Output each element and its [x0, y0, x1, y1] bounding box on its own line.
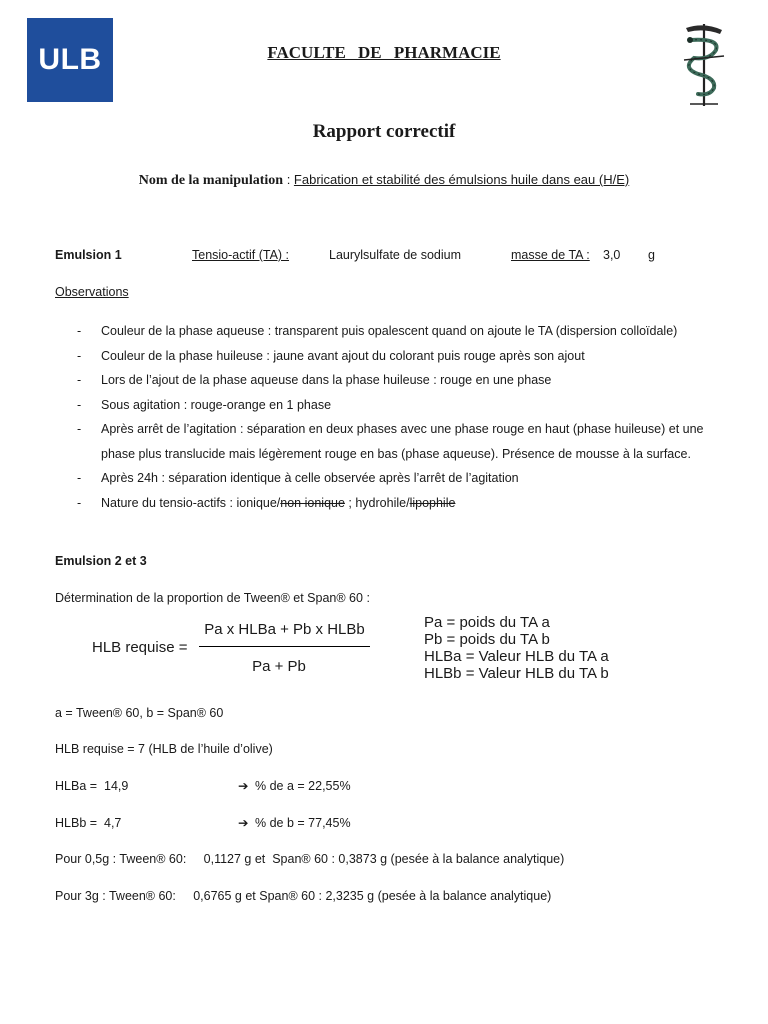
definition-pb: Pb = poids du TA b	[424, 631, 550, 648]
pour-3g-line: Pour 3g : Tween® 60: 0,6765 g et Span® 60 : 2,3235 g (pesée à la balance analytique)	[55, 889, 552, 903]
struck-lipophile: lipophile	[409, 495, 456, 510]
manipulation-separator: :	[283, 172, 294, 187]
mass-value: 3,0	[603, 248, 621, 262]
list-item: - Sous agitation : rouge-orange en 1 phase	[77, 393, 717, 418]
list-item-nature	[77, 491, 717, 516]
hlba-label: HLBa = 14,9	[55, 779, 129, 793]
hlba-result: % de a = 22,55%	[255, 779, 351, 793]
arrow-right-icon: ➔	[238, 778, 249, 793]
fraction-bar	[199, 646, 370, 647]
manipulation-value: Fabrication et stabilité des émulsions huile dans eau (H/E)	[293, 172, 630, 187]
formula-numerator: Pa x HLBa + Pb x HLBb	[204, 621, 365, 638]
observations-label: Observations	[55, 285, 129, 299]
caduceus-icon	[676, 20, 732, 110]
nature-prefix: Nature du tensio-actifs : ionique/	[101, 495, 281, 510]
ta-label: Tensio-actif (TA) :	[192, 248, 290, 262]
pour-05g-line: Pour 0,5g : Tween® 60: 0,1127 g et Span® 60 : 0,3873 g (pesée à la balance analytique)	[55, 852, 565, 866]
manipulation-label: Nom de la manipulation	[138, 173, 284, 188]
emulsion1-heading: Emulsion 1	[55, 248, 122, 262]
definition-hlbb: HLBb = Valeur HLB du TA b	[424, 665, 609, 682]
manipulation-line	[0, 172, 768, 189]
list-item: - Lors de l’ajout de la phase aqueuse dans la phase huileuse : rouge en une phase	[77, 368, 717, 393]
report-title: Rapport correctif	[312, 121, 456, 142]
list-item: - Couleur de la phase huileuse : jaune avant ajout du colorant puis rouge après son ajout	[77, 344, 717, 369]
definition-pa: Pa = poids du TA a	[424, 614, 550, 631]
hlbb-result: % de b = 77,45%	[255, 816, 351, 830]
nature-middle: ; hydrohile/	[344, 495, 410, 510]
struck-non-ionique: non ionique	[280, 495, 345, 510]
faculty-title: FACULTE DE PHARMACIE	[267, 43, 501, 62]
emulsion23-heading: Emulsion 2 et 3	[55, 554, 147, 568]
arrow-right-icon: ➔	[238, 815, 249, 830]
proportion-intro: Détermination de la proportion de Tween® et Span® 60 :	[55, 591, 370, 605]
definition-hlba: HLBa = Valeur HLB du TA a	[424, 648, 609, 665]
mass-unit: g	[648, 248, 655, 262]
formula-definitions	[424, 614, 609, 682]
list-item: - Après 24h : séparation identique à celle observée après l’arrêt de l’agitation	[77, 466, 717, 491]
formula-lhs: HLB requise =	[92, 639, 188, 656]
ulb-logo: ULB	[27, 18, 113, 102]
ta-value: Laurylsulfate de sodium	[329, 248, 462, 262]
formula-denominator: Pa + Pb	[252, 658, 306, 675]
hlb-required: HLB requise = 7 (HLB de l’huile d’olive)	[55, 742, 273, 756]
list-item: - Couleur de la phase aqueuse : transparent puis opalescent quand on ajoute le TA (dispersion colloïdale)	[77, 319, 717, 344]
mass-label: masse de TA :	[511, 248, 590, 262]
ab-line: a = Tween® 60, b = Span® 60	[55, 706, 224, 720]
list-item: - Après arrêt de l’agitation : séparation en deux phases avec une phase rouge en haut (phase huileuse) et une phase plus translucide mais légèrement rouge en bas (phase aqueuse). Présence de mousse à la surface.	[77, 417, 717, 466]
observations-list	[77, 319, 717, 515]
hlbb-label: HLBb = 4,7	[55, 816, 122, 830]
